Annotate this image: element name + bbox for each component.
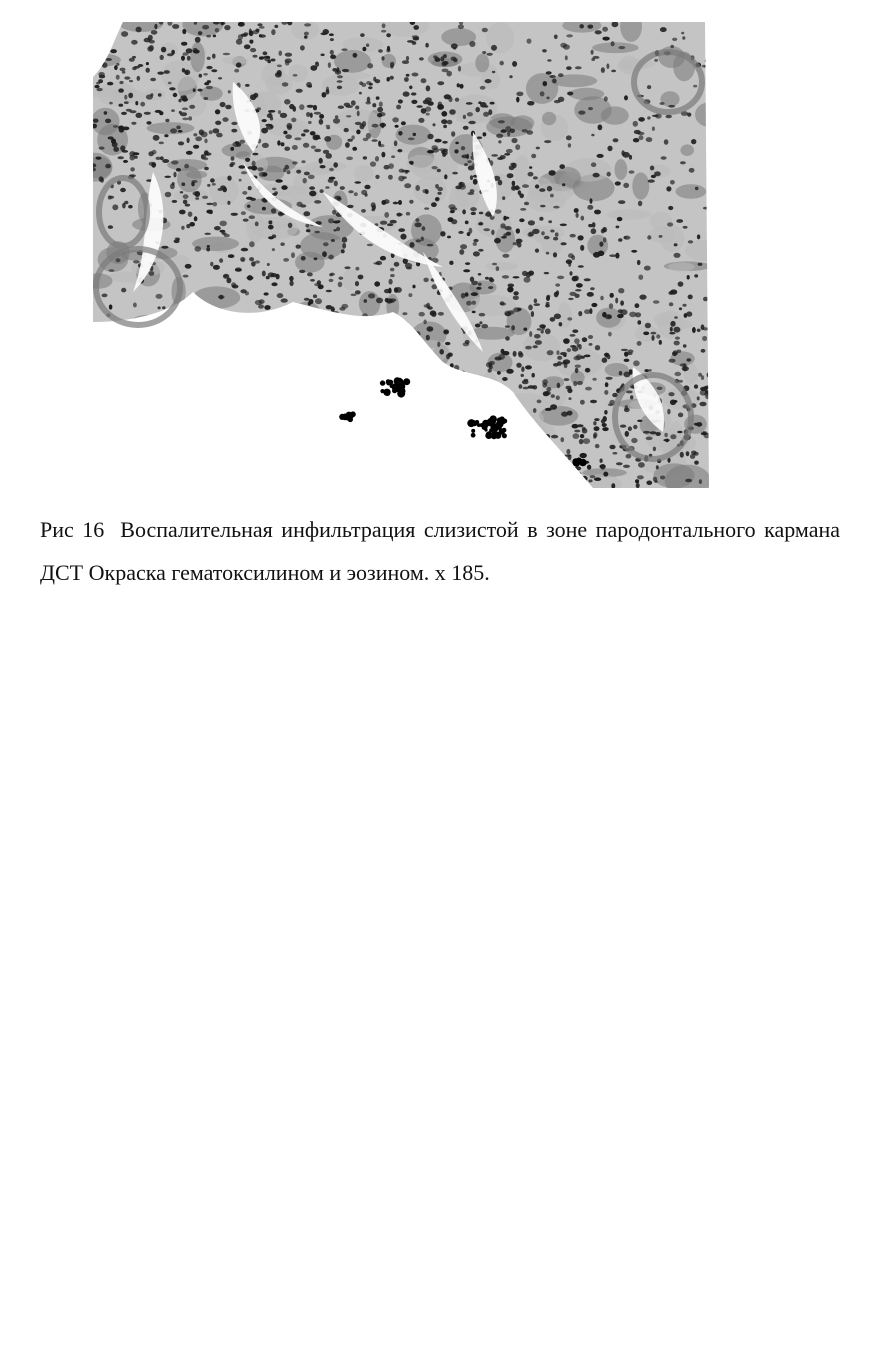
histology-figure xyxy=(93,22,711,488)
histology-micrograph-image xyxy=(93,22,711,488)
figure-caption xyxy=(40,508,840,594)
figure-label: Рис 16 xyxy=(40,517,105,542)
caption-text: Воспалительная инфильтрация слизистой в зоне пародонтального кармана ДСТ Окраска гематоксилином и эозином. х 185. xyxy=(40,517,840,585)
